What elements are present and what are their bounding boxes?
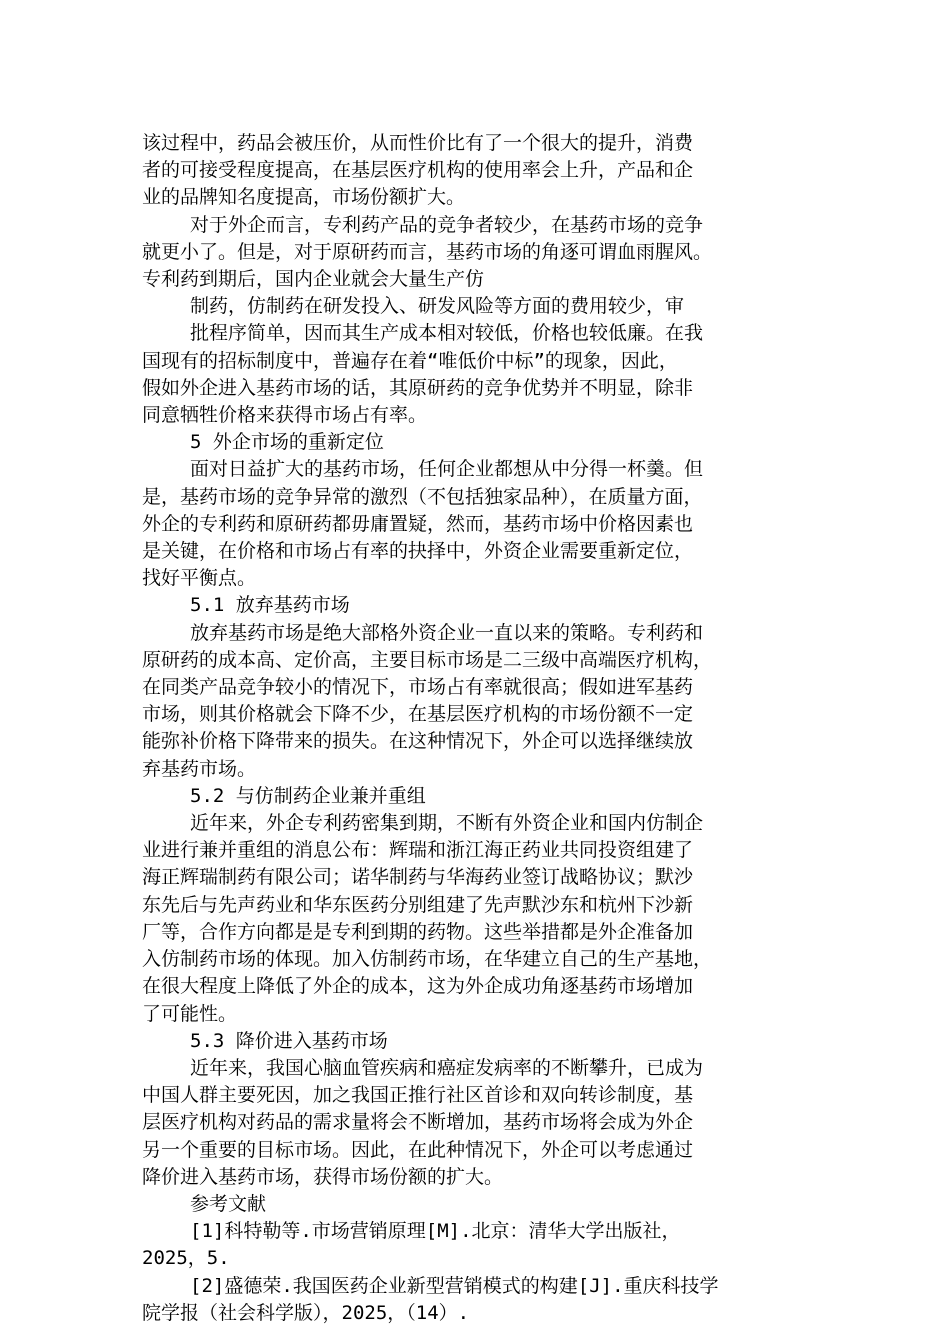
document-body <box>142 130 822 1327</box>
text-line: [1]科特勒等.市场营销原理[M].北京：清华大学出版社， <box>190 1220 681 1243</box>
text-line: 假如外企进入基药市场的话，其原研药的竞争优势并不明显，除非 <box>142 376 694 399</box>
text-line: 近年来，我国心脑血管疾病和癌症发病率的不断攀升，已成为 <box>190 1056 704 1079</box>
text-line: 是关键，在价格和市场占有率的抉择中，外资企业需要重新定位， <box>142 540 694 563</box>
text-line: 业进行兼并重组的消息公布：辉瑞和浙江海正药业共同投资组建了 <box>142 839 694 862</box>
text-line: 是，基药市场的竞争异常的激烈（不包括独家品种），在质量方面， <box>142 485 703 508</box>
text-line: 外企的专利药和原研药都毋庸置疑，然而，基药市场中价格因素也 <box>142 512 694 535</box>
text-line: 专利药到期后，国内企业就会大量生产仿 <box>142 268 485 291</box>
text-line: [2]盛德荣.我国医药企业新型营销模式的构建[J].重庆科技学 <box>190 1274 719 1297</box>
text-line: 市场，则其价格就会下降不少，在基层医疗机构的市场份额不一定 <box>142 703 694 726</box>
text-line: 该过程中，药品会被压价，从而性价比有了一个很大的提升，消费 <box>142 132 694 154</box>
paragraph <box>142 1191 822 1218</box>
text-line: 放弃基药市场是绝大部格外资企业一直以来的策略。专利药和 <box>190 621 704 644</box>
text-line: 5.3 降价进入基药市场 <box>190 1029 388 1052</box>
paragraph <box>142 1055 822 1191</box>
text-line: 在很大程度上降低了外企的成本，这为外企成功角逐基药市场增加 <box>142 975 694 998</box>
text-line: 院学报（社会科学版），2025，（14）. <box>142 1301 470 1324</box>
paragraph <box>142 320 822 429</box>
text-line: 5 外企市场的重新定位 <box>190 431 384 454</box>
text-line: 入仿制药市场的体现。加入仿制药市场，在华建立自己的生产基地， <box>142 948 713 971</box>
paragraph <box>142 1218 822 1272</box>
paragraph <box>142 810 822 1028</box>
text-line: 厂等，合作方向都是是专利到期的药物。这些举措都是外企准备加 <box>142 920 694 943</box>
paragraph <box>142 592 822 619</box>
text-line: 能弥补价格下降带来的损失。在这种情况下，外企可以选择继续放 <box>142 730 694 753</box>
text-line: 对于外企而言，专利药产品的竞争者较少，在基药市场的竞争 <box>190 213 704 236</box>
text-line: 东先后与先声药业和华东医药分别组建了先声默沙东和杭州下沙新 <box>142 893 694 916</box>
text-line: 业的品牌知名度提高，市场份额扩大。 <box>142 186 466 209</box>
paragraph <box>142 293 822 320</box>
text-line: 同意牺牲价格来获得市场占有率。 <box>142 404 428 427</box>
paragraph <box>142 1028 822 1055</box>
text-line: 找好平衡点。 <box>142 567 257 590</box>
text-line: 2025，5. <box>142 1247 230 1270</box>
paragraph <box>142 783 822 810</box>
text-line: 层医疗机构对药品的需求量将会不断增加，基药市场将会成为外企 <box>142 1111 694 1134</box>
text-line: 另一个重要的目标市场。因此，在此种情况下，外企可以考虑通过 <box>142 1138 694 1161</box>
text-line: 参考文献 <box>190 1192 267 1215</box>
paragraph <box>142 620 822 783</box>
text-line: 原研药的成本高、定价高，主要目标市场是二三级中高端医疗机构， <box>142 648 713 671</box>
text-line: 在同类产品竞争较小的情况下，市场占有率就很高；假如进军基药 <box>142 676 694 699</box>
text-line: 近年来，外企专利药密集到期，不断有外资企业和国内仿制企 <box>190 812 704 835</box>
paragraph <box>142 456 822 592</box>
paragraph <box>142 1273 822 1327</box>
paragraph <box>142 429 822 456</box>
paragraph <box>142 130 822 212</box>
text-line: 中国人群主要死因，加之我国正推行社区首诊和双向转诊制度，基 <box>142 1084 694 1107</box>
text-line: 了可能性。 <box>142 1002 238 1025</box>
text-line: 批程序简单，因而其生产成本相对较低，价格也较低廉。在我 <box>190 322 704 345</box>
text-line: 就更小了。但是，对于原研药而言，基药市场的角逐可谓血雨腥风。 <box>142 240 713 263</box>
text-line: 制药，仿制药在研发投入、研发风险等方面的费用较少，审 <box>190 295 685 318</box>
text-line: 国现有的招标制度中，普遍存在着“唯低价中标”的现象，因此， <box>142 349 678 372</box>
text-line: 降价进入基药市场，获得市场份额的扩大。 <box>142 1165 504 1188</box>
text-line: 5.2 与仿制药企业兼并重组 <box>190 784 426 807</box>
paragraph <box>142 212 822 294</box>
text-line: 面对日益扩大的基药市场，任何企业都想从中分得一杯羹。但 <box>190 458 704 481</box>
text-line: 5.1 放弃基药市场 <box>190 594 350 617</box>
text-line: 海正辉瑞制药有限公司；诺华制药与华海药业签订战略协议；默沙 <box>142 866 694 889</box>
text-line: 弃基药市场。 <box>142 757 257 780</box>
text-line: 者的可接受程度提高，在基层医疗机构的使用率会上升，产品和企 <box>142 159 694 182</box>
